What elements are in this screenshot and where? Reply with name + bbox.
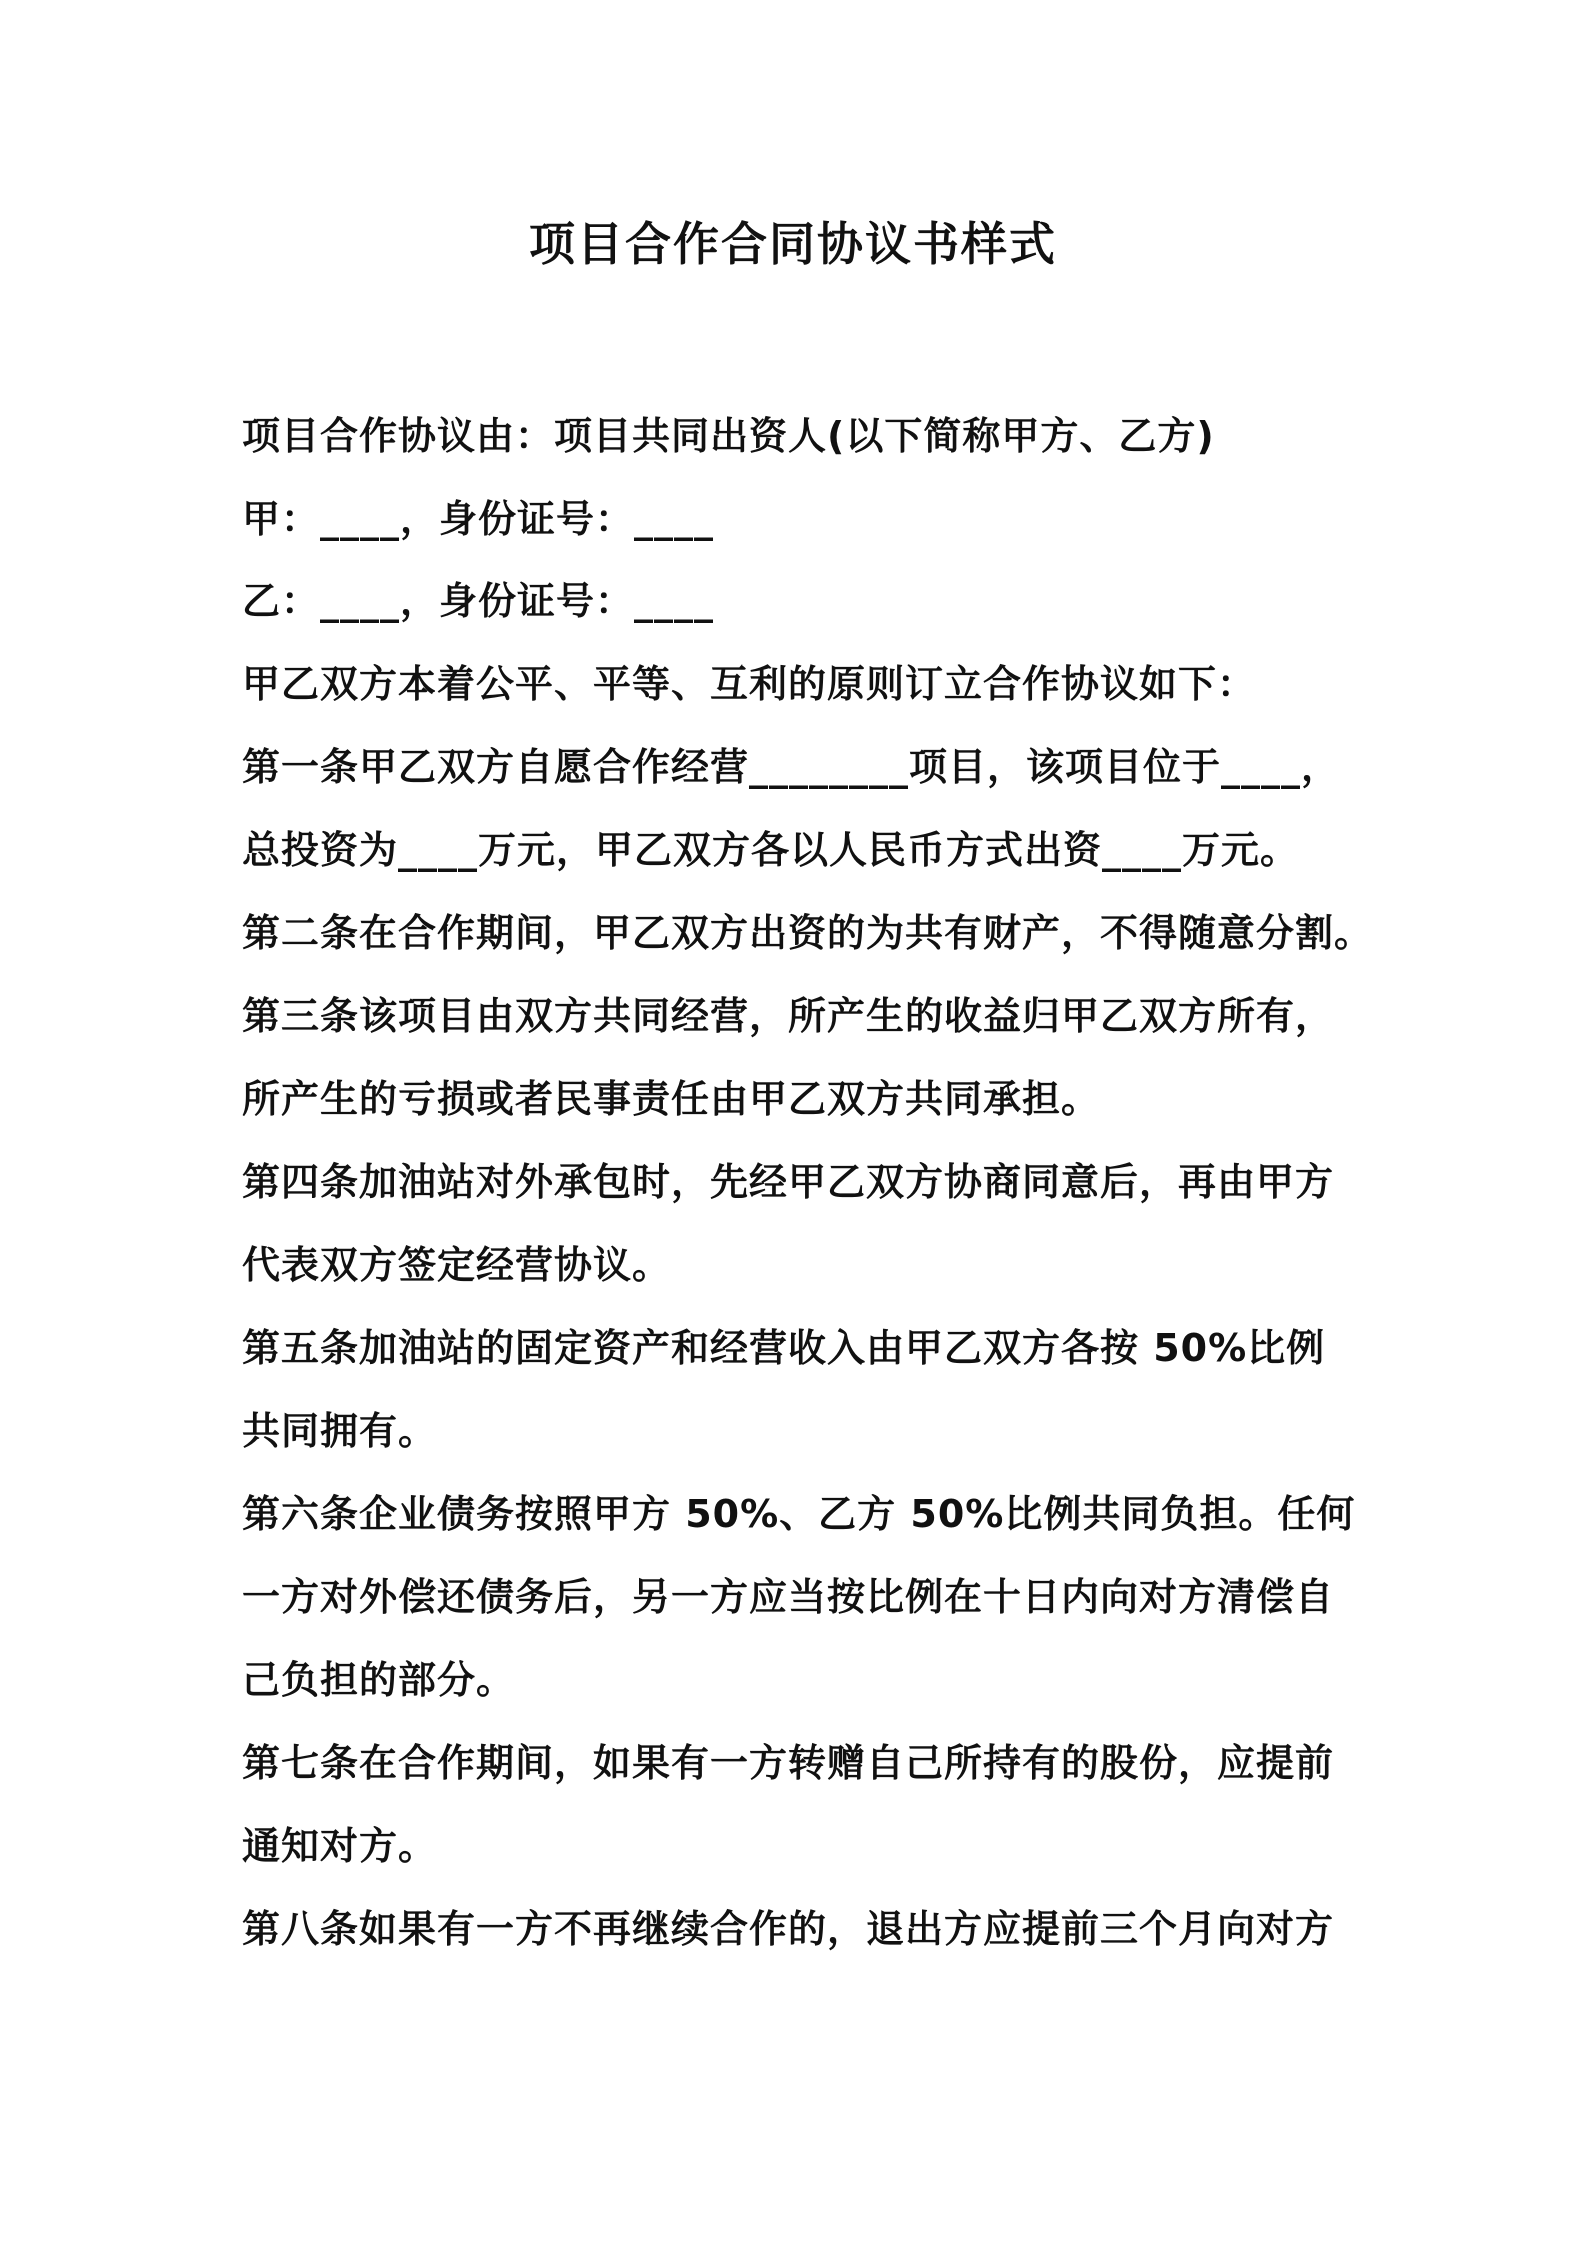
article-8-line-1: 第八条如果有一方不再继续合作的，退出方应提前三个月向对方 [242,1907,1335,1951]
article-4-line-1: 第四条加油站对外承包时，先经甲乙双方协商同意后，再由甲方 [242,1160,1335,1204]
article-1-line-2: 总投资为____万元，甲乙双方各以人民币方式出资____万元。 [242,828,1300,872]
article-5-line-2: 共同拥有。 [242,1409,438,1453]
article-6-line-2: 一方对外偿还债务后，另一方应当按比例在十日内向对方清偿自 [242,1575,1335,1619]
article-3-line-1: 第三条该项目由双方共同经营，所产生的收益归甲乙双方所有， [242,994,1335,1038]
document-title: 项目合作合同协议书样式 [529,217,1057,271]
article-6-line-3: 己负担的部分。 [242,1658,516,1702]
intro-line: 项目合作协议由：项目共同出资人(以下简称甲方、乙方) [242,414,1215,458]
article-1-line-1: 第一条甲乙双方自愿合作经营________项目，该项目位于____， [242,745,1341,789]
article-5-line-1: 第五条加油站的固定资产和经营收入由甲乙双方各按 50%比例 [242,1326,1326,1370]
party-b-line: 乙：____，身份证号：____ [242,579,715,623]
principle-line: 甲乙双方本着公平、平等、互利的原则订立合作协议如下： [242,662,1257,706]
article-7-line-1: 第七条在合作期间，如果有一方转赠自己所持有的股份，应提前 [242,1741,1335,1785]
article-3-line-2: 所产生的亏损或者民事责任由甲乙双方共同承担。 [242,1077,1101,1121]
article-7-line-2: 通知对方。 [242,1824,438,1868]
article-6-line-1: 第六条企业债务按照甲方 50%、乙方 50%比例共同负担。任何 [242,1492,1356,1536]
article-2-line-1: 第二条在合作期间，甲乙双方出资的为共有财产，不得随意分割。 [242,911,1374,955]
article-4-line-2: 代表双方签定经营协议。 [242,1243,672,1287]
party-a-line: 甲：____，身份证号：____ [242,497,715,541]
